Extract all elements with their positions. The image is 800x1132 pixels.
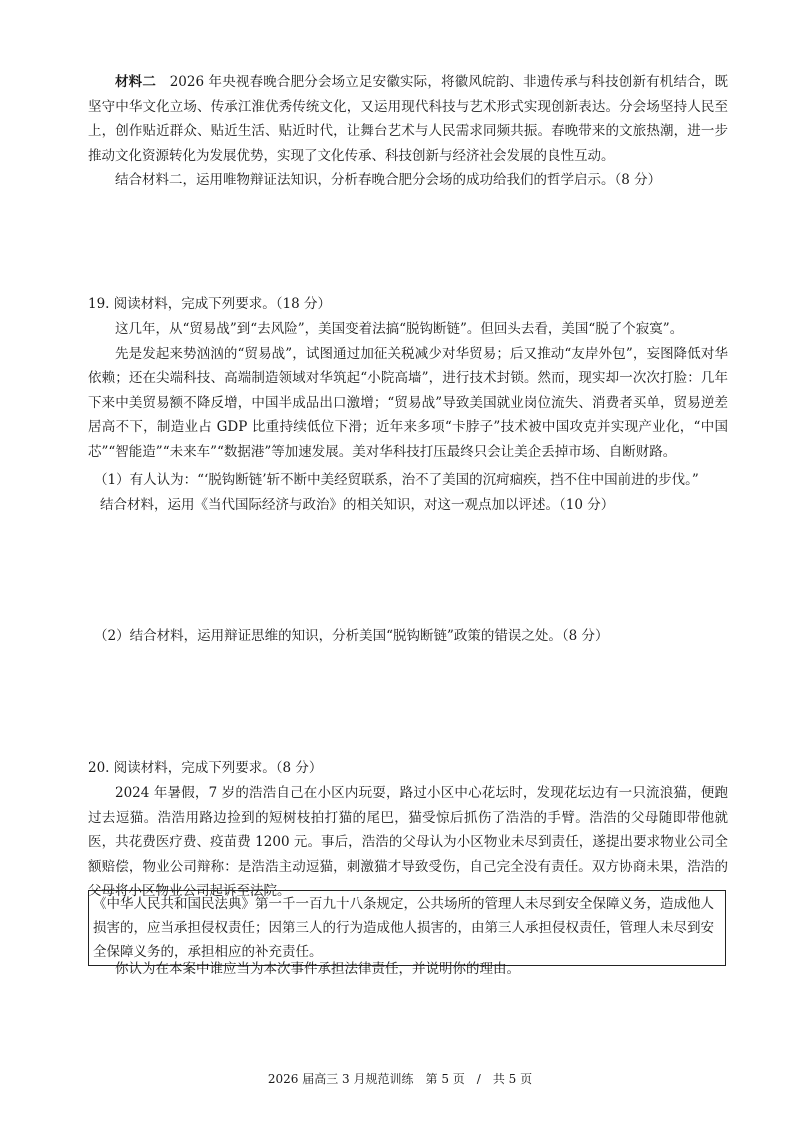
question-19-paragraph-2: 先是发起来势汹汹的“贸易战”，试图通过加征关税减少对华贸易；后又推动“友岸外包”，妄图降低对华依赖；还在尖端科技、高端制造领域对华筑起“小院高墙”，进行技术封锁。然而，现实却一次次打脸：几年下来中美贸易额不降反增，中国半成品出口激增；“贸易战”导致美国就业岗位流失、消费者买单，贸易逆差居高不下，制造业占 GDP 比重持续低位下滑；近年来多项“卡脖子”技术被中国攻克并实现产业化，“中国芯”“智能造”“未来车”“数据港”等加速发展。美对华科技打压最终只会让美企丢掉市场、自断财路。 — [88, 345, 728, 460]
question-19-sub-2: （2）结合材料，运用辩证思维的知识，分析美国“脱钩断链”政策的错误之处。（8 分） — [94, 628, 609, 644]
civil-code-excerpt-box — [88, 890, 726, 966]
question-19-heading: 19. 阅读材料，完成下列要求。（18 分） — [88, 296, 331, 312]
question-20-prompt-block — [88, 957, 728, 982]
material-two-block — [88, 70, 728, 193]
question-19-sub-1-line-1: （1）有人认为：“‘脱钩断链’斩不断中美经贸联系，治不了美国的沉疴痼疾，挡不住中国前进的步伐。” — [94, 472, 699, 488]
civil-code-excerpt-text: 《中华人民共和国民法典》第一千一百九十八条规定，公共场所的管理人未尽到安全保障义务，造成他人损害的，应当承担侵权责任；因第三人的行为造成他人损害的，由第三人承担侵权责任，管理人未尽到安全保障义务的，承担相应的补充责任。 — [93, 896, 714, 960]
question-20-heading: 20. 阅读材料，完成下列要求。（8 分） — [88, 760, 323, 776]
question-20-prompt: 你认为在本案中谁应当为本次事件承担法律责任，并说明你的理由。 — [115, 961, 520, 977]
question-19-paragraph-1: 这几年，从“贸易战”到“去风险”，美国变着法搞“脱钩断链”。但回头去看，美国“脱了个寂寞”。 — [115, 321, 684, 337]
question-19-sub-1 — [94, 468, 724, 517]
page-footer: 2026 届高三 3 月规范训练 第 5 页 / 共 5 页 — [267, 1072, 533, 1086]
question-20-case — [88, 781, 728, 904]
question-19-sub-1-line-2: 结合材料，运用《当代国际经济与政治》的相关知识，对这一观点加以评述。（10 分） — [100, 496, 615, 513]
material-two-text — [88, 70, 728, 168]
question-20-case-text: 2024 年暑假，7 岁的浩浩自己在小区内玩耍，路过小区中心花坛时，发现花坛边有一只流浪猫，便跑过去逗猫。浩浩用路边捡到的短树枝拍打猫的尾巴，猫受惊后抓伤了浩浩的手臂。浩浩的父母随即带他就医，共花费医疗费、疫苗费 1200 元。事后，浩浩的父母认为小区物业未尽到责任，遂提出要求物业公司全额赔偿，物业公司辩称：是浩浩主动逗猫，刺激猫才导致受伤，自己完全没有责任。双方协商未果，浩浩的父母将小区物业公司起诉至法院。 — [88, 785, 728, 899]
question-18-prompt: 结合材料二，运用唯物辩证法知识，分析春晚合肥分会场的成功给我们的哲学启示。（8 分） — [115, 172, 662, 188]
material-two-label: 材料二 — [115, 74, 157, 90]
material-two-body: 2026 年央视春晚合肥分会场立足安徽实际，将徽风皖韵、非遗传承与科技创新有机结合，既坚守中华文化立场、传承江淮优秀传统文化，又运用现代科技与艺术形式实现创新表达。分会场坚持人民至上，创作贴近群众、贴近生活、贴近时代，让舞台艺术与人民需求同频共振。春晚带来的文旅热潮，进一步推动文化资源转化为发展优势，实现了文化传承、科技创新与经济社会发展的良性互动。 — [88, 74, 729, 164]
question-19-material — [88, 317, 728, 464]
